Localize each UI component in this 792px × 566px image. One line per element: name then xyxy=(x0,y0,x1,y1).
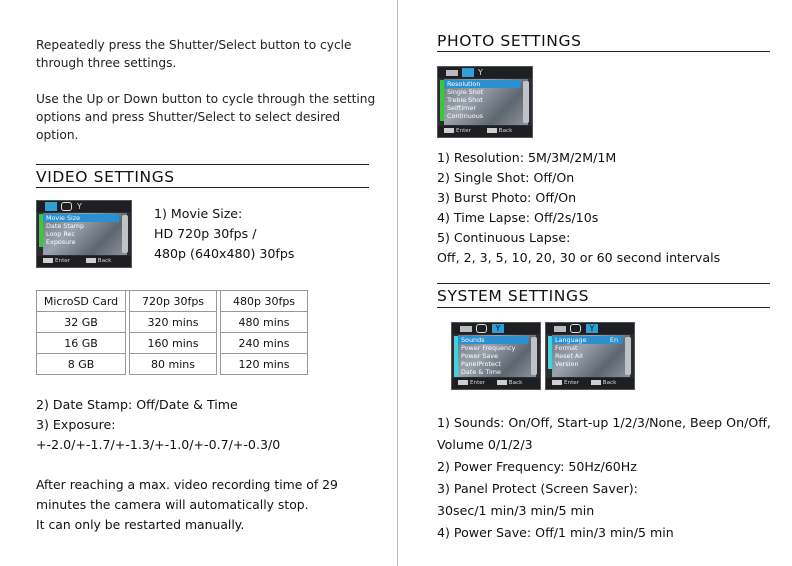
note-line-1: After reaching a max. video recording time of 29 xyxy=(36,477,338,492)
screen-footer xyxy=(546,378,634,389)
system-menu-page-2 xyxy=(552,336,622,368)
menu-item[interactable]: Version xyxy=(555,360,579,368)
screen-footer xyxy=(438,126,532,137)
screen-footer xyxy=(452,378,540,389)
photo-item-6: Off, 2, 3, 5, 10, 20, 30 or 60 second intervals xyxy=(437,250,721,265)
video-top-rule xyxy=(36,164,369,165)
language-value: En xyxy=(609,336,618,344)
system-tab-icon: Y xyxy=(586,324,598,333)
intro-paragraph-2: Use the Up or Down button to cycle through the setting options and press Shutter/Select to select desired option. xyxy=(36,92,376,142)
video-settings-heading: VIDEO SETTINGS xyxy=(36,168,175,186)
movie-size-line-2: HD 720p 30fps / xyxy=(154,226,257,241)
photo-tab-icon xyxy=(570,324,581,333)
menu-item[interactable]: PanelProtect xyxy=(461,360,501,368)
video-menu xyxy=(43,214,119,246)
back-label: Back xyxy=(97,258,112,264)
menu-item[interactable]: Movie Size xyxy=(43,214,119,222)
menu-item[interactable]: Selftimer xyxy=(447,104,476,112)
table-cell: 480 mins xyxy=(220,312,308,333)
system-item-2: 2) Power Frequency: 50Hz/60Hz xyxy=(437,459,637,474)
system-tab-icon: Y xyxy=(77,202,82,211)
menu-item[interactable]: Date & Time xyxy=(461,368,501,376)
table-row xyxy=(36,333,308,354)
back-label: Back xyxy=(498,128,513,134)
photo-tab-icon xyxy=(61,202,72,211)
video-tab-icon xyxy=(554,326,566,332)
video-tab-icon xyxy=(460,326,472,332)
system-settings-screen-1 xyxy=(451,322,541,390)
note-line-2: minutes the camera will automatically stop. xyxy=(36,497,309,512)
menu-item[interactable]: Sounds xyxy=(458,336,528,344)
system-menu-page-1 xyxy=(458,336,528,376)
enter-key-icon xyxy=(458,380,468,385)
system-item-1: 1) Sounds: On/Off, Start-up 1/2/3/None, Beep On/Off, xyxy=(437,415,771,430)
enter-label: Enter xyxy=(55,258,71,264)
enter-key-icon xyxy=(444,128,454,133)
table-header-cell: 480p 30fps xyxy=(220,290,308,312)
system-tab-icon: Y xyxy=(492,324,504,333)
scrollbar xyxy=(122,215,128,253)
intro-paragraph-1: Repeatedly press the Shutter/Select button to cycle through three settings. xyxy=(36,38,352,70)
table-cell: 320 mins xyxy=(129,312,217,333)
video-bottom-rule xyxy=(36,187,369,188)
enter-key-icon xyxy=(552,380,562,385)
table-cell: 32 GB xyxy=(36,312,126,333)
menu-item[interactable]: Power Frequency xyxy=(461,344,516,352)
photo-tab-icon xyxy=(476,324,487,333)
screen-tabs xyxy=(452,323,540,334)
scrollbar xyxy=(625,337,631,375)
screen-tabs xyxy=(37,201,131,212)
photo-menu xyxy=(444,80,520,120)
intro-text xyxy=(36,36,376,162)
table-row xyxy=(36,312,308,333)
table-cell: 160 mins xyxy=(129,333,217,354)
photo-item-5: 5) Continuous Lapse: xyxy=(437,230,571,245)
table-cell: 16 GB xyxy=(36,333,126,354)
video-tab-icon xyxy=(45,202,57,211)
menu-item[interactable]: Power Save xyxy=(461,352,499,360)
menu-item[interactable]: Format xyxy=(555,344,578,352)
back-label: Back xyxy=(602,380,617,386)
menu-item[interactable]: Exposure xyxy=(46,238,76,246)
video-settings-screen xyxy=(36,200,132,268)
photo-item-4: 4) Time Lapse: Off/2s/10s xyxy=(437,210,599,225)
table-row xyxy=(36,354,308,375)
page-divider xyxy=(397,0,398,566)
back-key-icon xyxy=(86,258,96,263)
note-line-3: It can only be restarted manually. xyxy=(36,517,245,532)
menu-item-language[interactable] xyxy=(552,336,622,344)
table-cell: 240 mins xyxy=(220,333,308,354)
table-header-row xyxy=(36,290,308,312)
system-top-rule xyxy=(437,283,770,284)
back-key-icon xyxy=(497,380,507,385)
photo-item-2: 2) Single Shot: Off/On xyxy=(437,170,575,185)
photo-item-1: 1) Resolution: 5M/3M/2M/1M xyxy=(437,150,617,165)
photo-settings-screen xyxy=(437,66,533,138)
system-bottom-rule xyxy=(437,307,770,308)
recording-time-table xyxy=(36,290,308,375)
back-key-icon xyxy=(591,380,601,385)
system-item-3b: 30sec/1 min/3 min/5 min xyxy=(437,503,595,518)
language-label: Language xyxy=(555,336,587,344)
video-tab-icon xyxy=(446,70,458,76)
screen-footer xyxy=(37,256,131,267)
scrollbar xyxy=(531,337,537,375)
exposure-values: +-2.0/+-1.7/+-1.3/+-1.0/+-0.7/+-0.3/0 xyxy=(36,437,281,452)
photo-item-3: 3) Burst Photo: Off/On xyxy=(437,190,577,205)
back-key-icon xyxy=(487,128,497,133)
table-header-cell: MicroSD Card xyxy=(36,290,126,312)
table-cell: 80 mins xyxy=(129,354,217,375)
photo-settings-heading: PHOTO SETTINGS xyxy=(437,32,582,50)
table-cell: 8 GB xyxy=(36,354,126,375)
date-stamp-line: 2) Date Stamp: Off/Date & Time xyxy=(36,397,238,412)
scrollbar xyxy=(523,81,529,123)
screen-tabs xyxy=(438,67,532,78)
menu-item[interactable]: Resolution xyxy=(444,80,520,88)
movie-size-line-3: 480p (640x480) 30fps xyxy=(154,246,295,261)
menu-item[interactable]: Treble Shot xyxy=(447,96,483,104)
system-item-4: 4) Power Save: Off/1 min/3 min/5 min xyxy=(437,525,674,540)
system-tab-icon: Y xyxy=(478,68,483,77)
enter-key-icon xyxy=(43,258,53,263)
movie-size-line-1: 1) Movie Size: xyxy=(154,206,243,221)
enter-label: Enter xyxy=(470,380,486,386)
menu-item[interactable]: Single Shot xyxy=(447,88,484,96)
back-label: Back xyxy=(508,380,523,386)
system-item-3: 3) Panel Protect (Screen Saver): xyxy=(437,481,638,496)
system-settings-heading: SYSTEM SETTINGS xyxy=(437,287,590,305)
table-cell: 120 mins xyxy=(220,354,308,375)
exposure-label: 3) Exposure: xyxy=(36,417,116,432)
menu-item[interactable]: Reset All xyxy=(555,352,583,360)
photo-tab-icon xyxy=(462,68,474,77)
system-item-1b: Volume 0/1/2/3 xyxy=(437,437,533,452)
enter-label: Enter xyxy=(564,380,580,386)
photo-bottom-rule xyxy=(437,51,770,52)
system-settings-screen-2 xyxy=(545,322,635,390)
screen-tabs xyxy=(546,323,634,334)
menu-item[interactable]: Loop Rec xyxy=(46,230,75,238)
enter-label: Enter xyxy=(456,128,472,134)
menu-item[interactable]: Date Stamp xyxy=(46,222,85,230)
menu-item[interactable]: Continuous xyxy=(447,112,484,120)
table-header-cell: 720p 30fps xyxy=(129,290,217,312)
